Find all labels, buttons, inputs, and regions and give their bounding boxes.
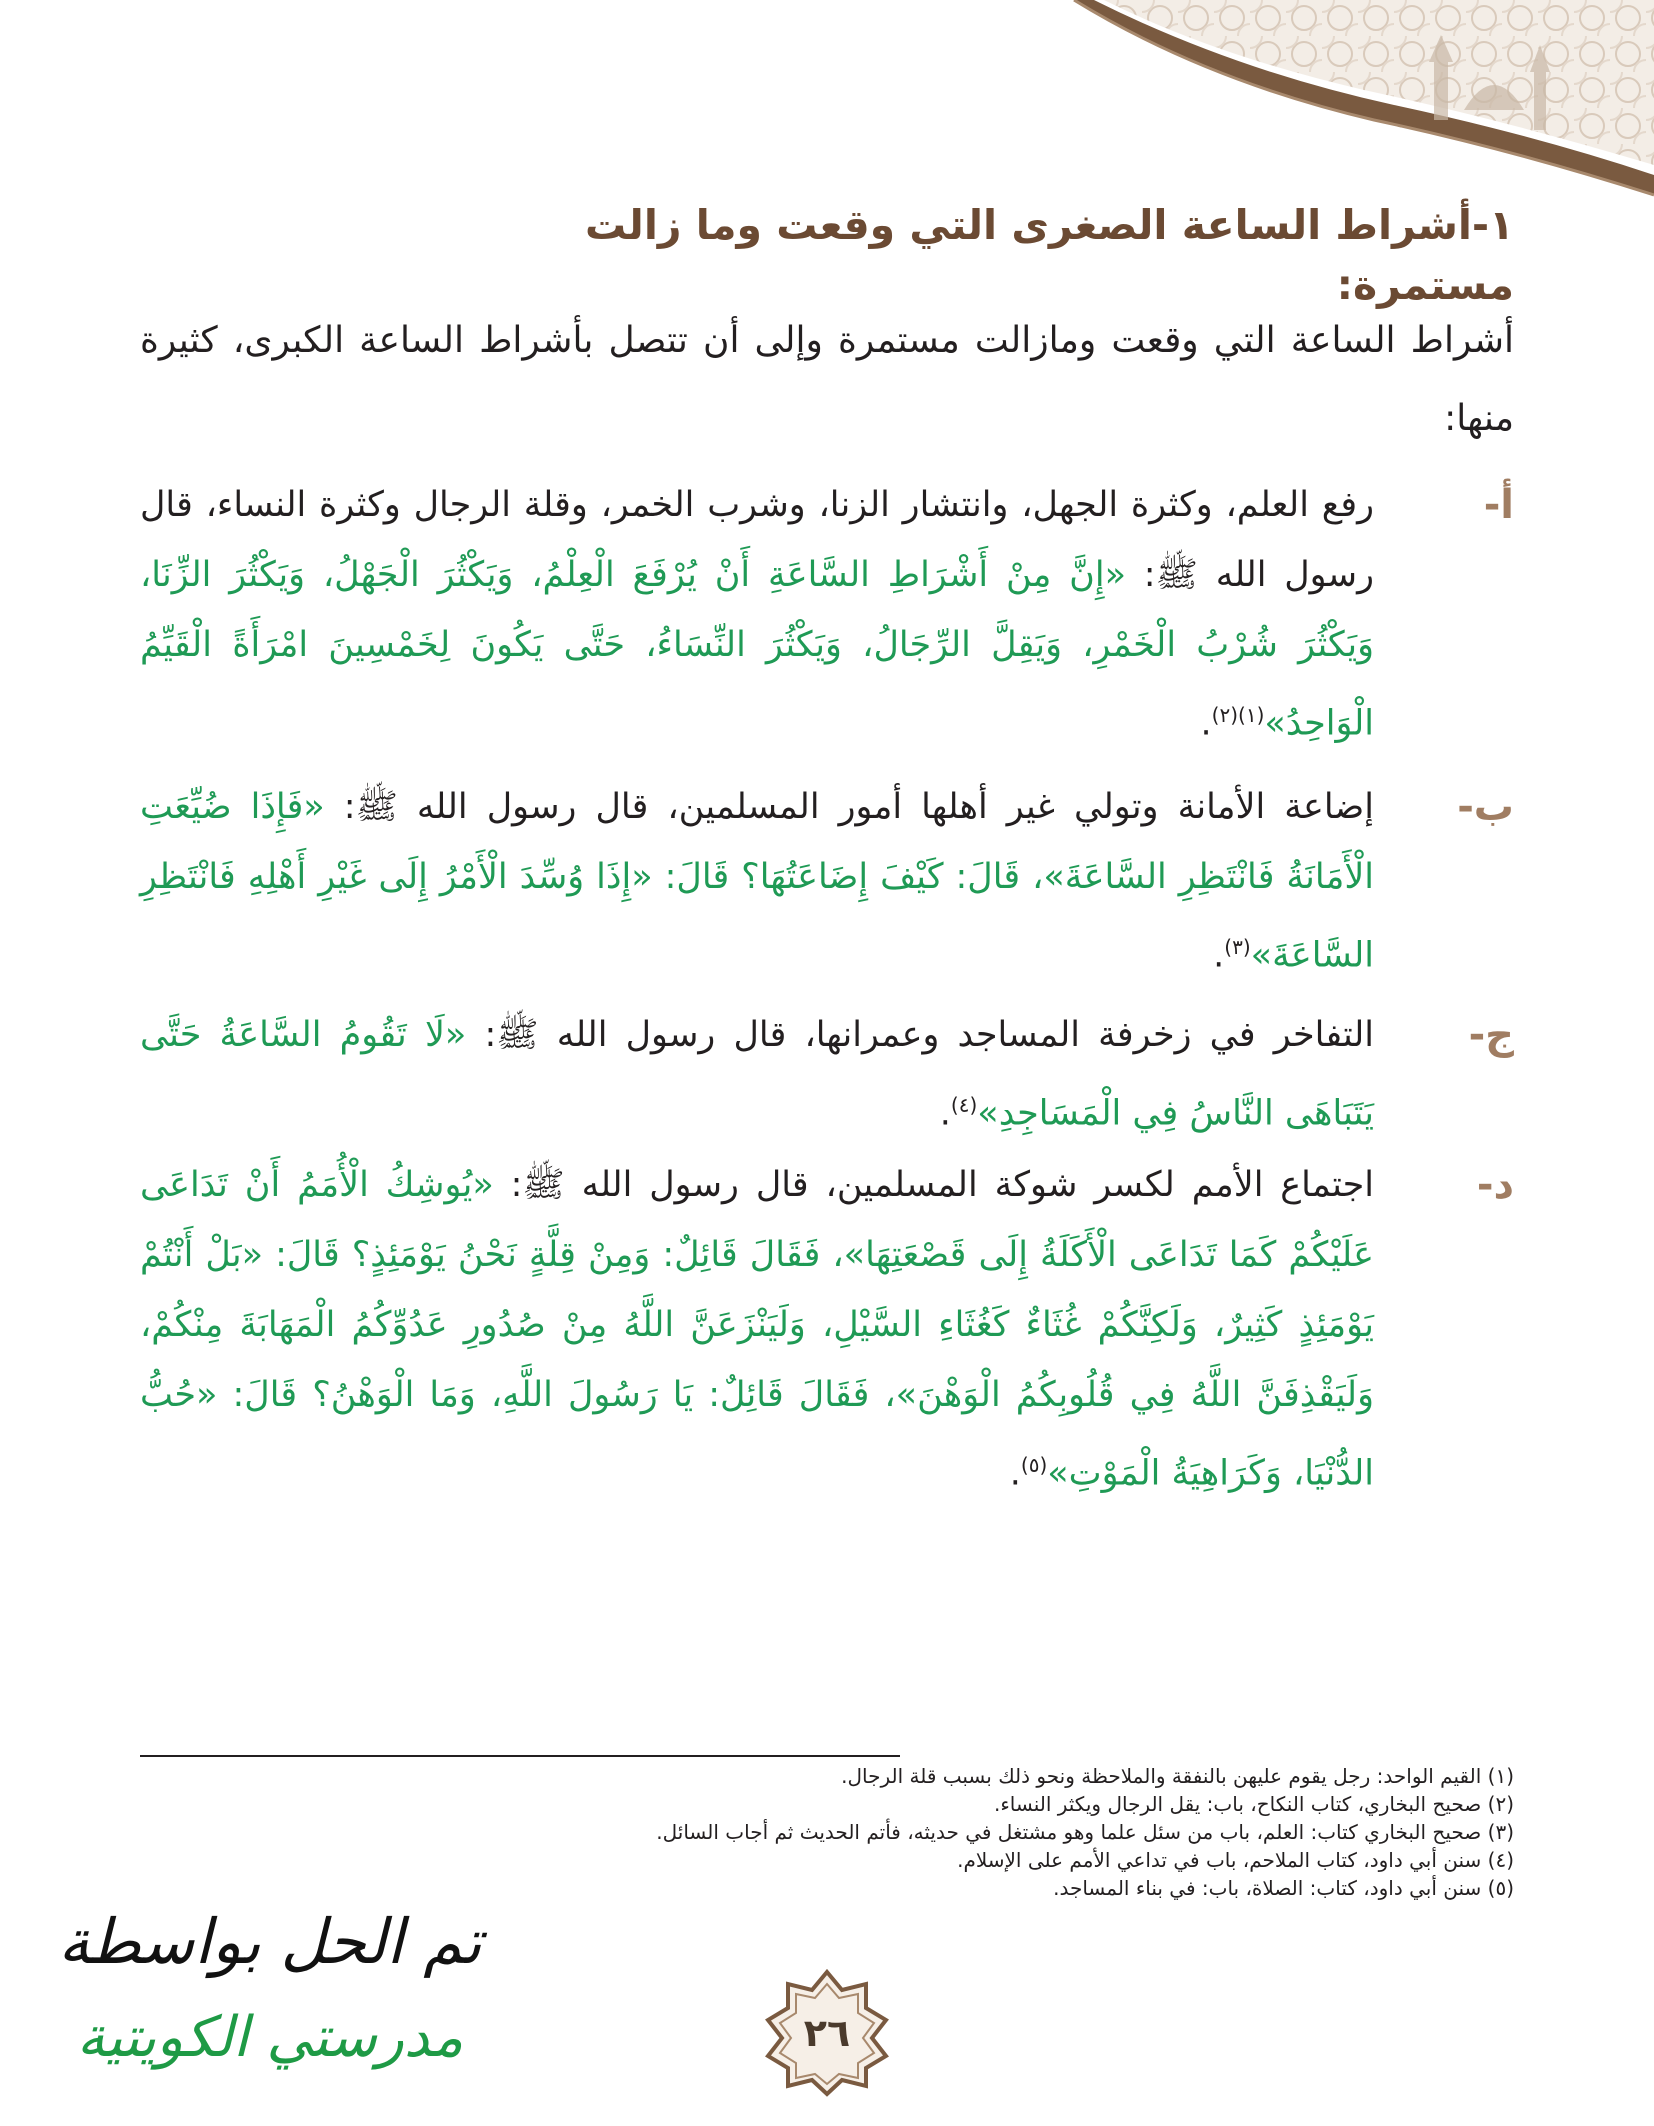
signature-line-1: تم الحل بواسطة xyxy=(58,1905,482,1978)
item-body xyxy=(140,1150,1374,1509)
item-end: . xyxy=(1200,703,1212,744)
footnote: (١) القيم الواحد: رجل يقوم عليهن بالنفقة والملاحظة ونحو ذلك بسبب قلة الرجال. xyxy=(841,1764,1514,1788)
page-number: ٢٦ xyxy=(803,2011,851,2055)
item-end: . xyxy=(939,1093,951,1134)
page-number-badge xyxy=(762,1968,892,2098)
list-item xyxy=(140,772,1514,991)
handwritten-signature xyxy=(10,1905,530,2120)
item-letter: أ- xyxy=(1483,482,1514,528)
item-letter: د- xyxy=(1476,1162,1514,1208)
item-body xyxy=(140,772,1374,991)
item-text: إضاعة الأمانة وتولي غير أهلها أمور المسلمين، قال رسول الله ﷺ: xyxy=(324,787,1374,827)
list-item xyxy=(140,470,1514,759)
footnote-refs: (٥) xyxy=(1020,1453,1048,1477)
item-text: اجتماع الأمم لكسر شوكة المسلمين، قال رسول الله ﷺ: xyxy=(493,1165,1374,1205)
list-item xyxy=(140,1150,1514,1509)
footnote: (٥) سنن أبي داود، كتاب: الصلاة، باب: في بناء المساجد. xyxy=(1053,1876,1514,1900)
item-end: . xyxy=(1213,935,1225,976)
section-heading: ١-أشراط الساعة الصغرى التي وقعت وما زالت مستمرة: xyxy=(585,201,1514,309)
footnote: (٣) صحيح البخاري كتاب: العلم، باب من سئل علما وهو مشتغل في حديثه، فأتم الحديث ثم أجاب السائل. xyxy=(656,1820,1514,1844)
item-letter: ج- xyxy=(1468,1012,1514,1058)
item-text: رفع العلم، وكثرة الجهل، وانتشار الزنا، وشرب الخمر، وقلة الرجال وكثرة النساء، قال رسول الله ﷺ: xyxy=(140,485,1374,595)
hadith-quote: «لَا تَقُومُ السَّاعَةُ حَتَّى يَتَبَاهَى النَّاسُ فِي الْمَسَاجِدِ» xyxy=(140,1015,1374,1134)
footnote-refs: (٤) xyxy=(950,1093,978,1117)
intro-paragraph: أشراط الساعة التي وقعت ومازالت مستمرة وإلى أن تتصل بأشراط الساعة الكبرى، كثيرة منها: xyxy=(140,320,1514,439)
footnote: (٤) سنن أبي داود، كتاب الملاحم، باب في تداعي الأمم على الإسلام. xyxy=(957,1848,1514,1872)
footnote-divider xyxy=(140,1755,900,1757)
item-text: التفاخر في زخرفة المساجد وعمرانها، قال رسول الله ﷺ: xyxy=(466,1015,1374,1055)
hadith-quote: «إِنَّ مِنْ أَشْرَاطِ السَّاعَةِ أَنْ يُرْفَعَ الْعِلْمُ، وَيَكْثُرَ الْجَهْلُ، وَيَكْثُرَ الزِّنَا، وَيَكْثُرَ شُرْبُ الْخَمْرِ، وَيَقِلَّ الرِّجَالُ، وَيَكْثُرَ النِّسَاءُ، حَتَّى يَكُونَ لِخَمْسِينَ امْرَأَةً الْقَيِّمُ الْوَاحِدُ» xyxy=(140,555,1374,744)
list-item xyxy=(140,1000,1514,1149)
corner-ornament xyxy=(1034,0,1654,200)
signature-line-2: مدرستي الكويتية xyxy=(76,2005,464,2070)
footnote: (٢) صحيح البخاري، كتاب النكاح، باب: يقل الرجال ويكثر النساء. xyxy=(994,1792,1514,1816)
item-body xyxy=(140,1000,1374,1149)
footnotes xyxy=(140,1762,1514,1902)
item-end: . xyxy=(1009,1453,1021,1494)
item-letter: ب- xyxy=(1457,784,1514,830)
footnote-refs: (١)(٢) xyxy=(1211,703,1265,727)
hadith-quote: «يُوشِكُ الْأُمَمُ أَنْ تَدَاعَى عَلَيْكُمْ كَمَا تَدَاعَى الْأَكَلَةُ إِلَى قَصْعَتِهَا»، فَقَالَ قَائِلٌ: وَمِنْ قِلَّةٍ نَحْنُ يَوْمَئِذٍ؟ قَالَ: «بَلْ أَنْتُمْ يَوْمَئِذٍ كَثِيرٌ، وَلَكِنَّكُمْ غُثَاءٌ كَغُثَاءِ السَّيْلِ، وَلَيَنْزَعَنَّ اللَّهُ مِنْ صُدُورِ عَدُوِّكُمُ الْمَهَابَةَ مِنْكُمْ، وَلَيَقْذِفَنَّ اللَّهُ فِي قُلُوبِكُمُ الْوَهْنَ»، فَقَالَ قَائِلٌ: يَا رَسُولَ اللَّهِ، وَمَا الْوَهْنُ؟ قَالَ: «حُبُّ الدُّنْيَا، وَكَرَاهِيَةُ الْمَوْتِ» xyxy=(140,1165,1374,1494)
item-body xyxy=(140,470,1374,759)
hadith-quote: «فَإِذَا ضُيِّعَتِ الْأَمَانَةُ فَانْتَظِرِ السَّاعَةَ»، قَالَ: كَيْفَ إِضَاعَتُهَا؟ قَالَ: «إِذَا وُسِّدَ الْأَمْرُ إِلَى غَيْرِ أَهْلِهِ فَانْتَظِرِ السَّاعَةَ» xyxy=(140,787,1374,976)
footnote-refs: (٣) xyxy=(1224,935,1251,959)
